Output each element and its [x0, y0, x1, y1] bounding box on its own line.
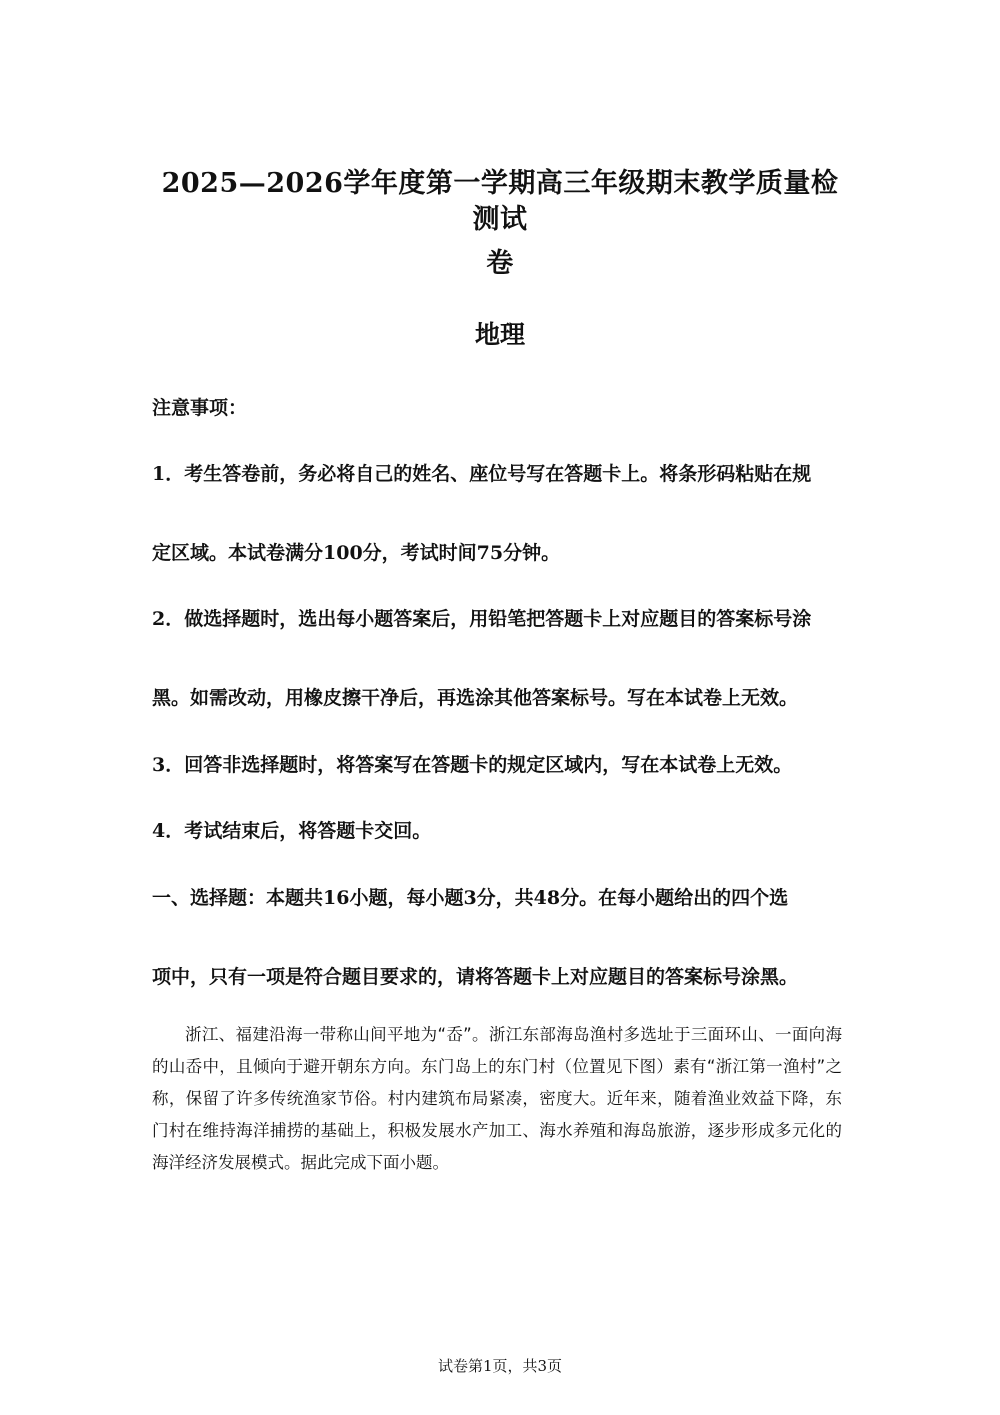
- question-passage: 浙江、福建沿海一带称山间平地为“岙”。浙江东部海岛渔村多选址于三面环山、一面向海的山岙中，且倾向于避开朝东方向。东门岛上的东门村（位置见下图）素有“浙江第一渔村”之称，保留了许多传统渔家节俗。村内建筑布局紧凑，密度大。近年来，随着渔业效益下降，东门村在维持海洋捕捞的基础上，积极发展水产加工、海水养殖和海岛旅游，逐步形成多元化的海洋经济发展模式。据此完成下面小题。: [152, 1025, 842, 1172]
- notes-heading: 注意事项：: [152, 397, 248, 419]
- note-line-5: 3．回答非选择题时，将答案写在答题卡的规定区域内，写在本试卷上无效。: [152, 754, 793, 776]
- note-line-4: 黑。如需改动，用橡皮擦干净后，再选涂其他答案标号。写在本试卷上无效。: [152, 687, 799, 709]
- page-footer: 试卷第1页，共3页: [437, 1357, 563, 1375]
- note-line-3: 2．做选择题时，选出每小题答案后，用铅笔把答题卡上对应题目的答案标号涂: [152, 608, 812, 630]
- note-line-2: 定区域。本试卷满分100分，考试时间75分钟。: [152, 542, 561, 564]
- section-instruction-line-1: 一、选择题：本题共16小题，每小题3分，共48分。在每小题给出的四个选: [152, 887, 789, 909]
- exam-title-line-1: 2025—2026学年度第一学期高三年级期末教学质量检测试: [161, 168, 839, 235]
- section-instruction-line-2: 项中，只有一项是符合题目要求的，请将答题卡上对应题目的答案标号涂黑。: [152, 966, 799, 988]
- subject-title: 地理: [474, 320, 525, 349]
- exam-title-line-2: 卷: [486, 248, 514, 279]
- note-line-6: 4．考试结束后，将答题卡交回。: [152, 820, 432, 842]
- note-line-1: 1．考生答卷前，务必将自己的姓名、座位号写在答题卡上。将条形码粘贴在规: [152, 463, 812, 485]
